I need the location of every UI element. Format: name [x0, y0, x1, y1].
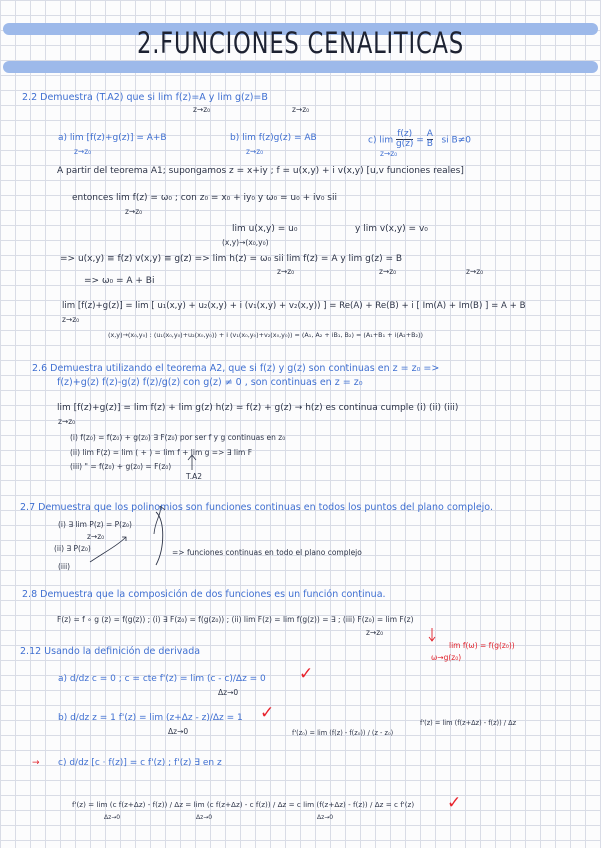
s27-iii: (iii) [58, 562, 71, 571]
s22-line-3a: lim u(x,y) = u₀ [232, 224, 298, 234]
s26-heading-2: f(z)+g(z) f(z)-g(z) f(z)/g(z) con g(z) ≠ 0 , son continuas en z = z₀ [57, 377, 363, 388]
s22-c-lim: c) lim [368, 135, 394, 146]
s28-red-note: lim f(ω) = f(g(z₀)) [449, 641, 515, 650]
s28-red-arrow [429, 628, 435, 641]
s212-final: f'(z) = lim (c f(z+Δz) - f(z)) / Δz = lim (c f(z+Δz) - c f(z)) / Δz = c lim (f(z+Δz) - f(z)) / Δz = c f'(z) [72, 800, 415, 809]
s22-cond-1: z→z₀ [193, 105, 211, 114]
s22-a: a) lim [f(z)+g(z)] = A+B [58, 133, 167, 143]
s22-line-6: lim [f(z)+g(z)] = lim [ u₁(x,y) + u₂(x,y) + i (v₁(x,y) + v₂(x,y)) ] = Re(A) + Re(B) + i [ Im(A) + Im(B) ] = A + B [62, 301, 526, 311]
s26-line-1-cond: z→z₀ [58, 417, 76, 426]
s26-iii: (iii) " = f(z₀) + g(z₀) = F(z₀) [70, 462, 172, 471]
page-title: 2.FUNCIONES CENALITICAS [137, 26, 464, 60]
s28-heading: 2.8 Demuestra que la composición de dos funciones es un función continua. [22, 589, 386, 600]
s22-line-6-cond: z→z₀ [62, 315, 80, 324]
s22-line-4-cond-1: z→z₀ [277, 267, 295, 276]
s212-final-cond-3: Δz→0 [317, 814, 334, 821]
s26-line-1: lim [f(z)+g(z)] = lim f(z) + lim g(z) h(z) = f(z) + g(z) → h(z) es continua cumple (i) (ii) (iii) [57, 403, 459, 413]
s212-b-def-1: f'(z₀) = lim (f(z) - f(z₀)) / (z - z₀) [292, 729, 394, 737]
s27-heading: 2.7 Demuestra que los polinomios son funciones continuas en todos los puntos del plano complejo. [20, 502, 493, 513]
s22-c: c) lim $\frac{f(z)}{g(z)}$ = $\frac{A}{B}$ si B≠0 [368, 129, 471, 150]
s27-curved-arrow [90, 537, 126, 562]
s212-c: c) d/dz [c · f(z)] = c f'(z) ; f'(z) ∃ en z [58, 758, 222, 768]
s22-line-4-cond-2: z→z₀ [379, 267, 397, 276]
s27-i-cond: z→z₀ [87, 532, 105, 541]
s28-line-1-cond: z→z₀ [366, 628, 384, 637]
s22-c-cond: z→z₀ [380, 149, 398, 158]
s26-i: (i) f(z₀) = f(z₀) + g(z₀) ∃ F(z₀) por ser f y g continuas en z₀ [70, 433, 286, 442]
check-icon: ✓ [260, 703, 275, 723]
s212-heading: 2.12 Usando la definición de derivada [20, 646, 201, 657]
s22-line-3c: (x,y)→(x₀,y₀) [222, 238, 269, 247]
s22-c-tail: si B≠0 [441, 135, 471, 146]
s22-b-cond: z→z₀ [246, 147, 264, 156]
s28-red-note-cond: ω→g(z₀) [431, 653, 462, 662]
check-icon: ✓ [447, 793, 462, 813]
s212-b-def-2: f'(z) = lim (f(z+Δz) - f(z)) / Δz [420, 719, 517, 727]
s22-c-fraction-f: $\frac{f(z)}{g(z)}$ [395, 129, 414, 150]
s28-line-1: F(z) = f ∘ g (z) = f(g(z)) ; (i) ∃ F(z₀) = f(g(z₀)) ; (ii) lim F(z) = lim f(g(z)) = ∃ ; (iii) F(z₀) = lim F(z) [57, 615, 414, 624]
s26-ii: (ii) lim F(z) = lim ( + ) = lim f + lim g => ∃ lim F [70, 448, 253, 457]
s27-brace [154, 506, 165, 534]
s22-line-3b: y lim v(x,y) = v₀ [355, 224, 428, 234]
s22-b: b) lim f(z)g(z) = AB [230, 133, 317, 143]
s212-a: a) d/dz c = 0 ; c = cte f'(z) = lim (c - c)/Δz = 0 [58, 674, 266, 684]
s26-heading: 2.6 Demuestra utilizando el teorema A2, que si f(z) y g(z) son continuas en z = z₀ => [32, 363, 440, 374]
s22-a-cond: z→z₀ [74, 147, 92, 156]
arrow-icon: → [32, 758, 40, 768]
s26-ta2: T.A2 [186, 472, 202, 481]
s22-line-4-cond-3: z→z₀ [466, 267, 484, 276]
s27-i: (i) ∃ lim P(z) = P(z₀) [58, 520, 132, 529]
s22-line-5: => ω₀ = A + Bi [84, 276, 155, 286]
s212-b-cond: Δz→0 [168, 727, 189, 736]
s212-final-cond-1: Δz→0 [104, 814, 121, 821]
s22-line-1: A partir del teorema A1; supongamos z = x+iy ; f = u(x,y) + i v(x,y) [u,v funciones reales] [57, 166, 464, 176]
s22-line-4: => u(x,y) ≡ f(z) v(x,y) ≡ g(z) => lim h(z) = ω₀ sii lim f(z) = A y lim g(z) = B [60, 254, 403, 264]
s212-a-cond: Δz→0 [218, 688, 239, 697]
s22-heading: 2.2 Demuestra (T.A2) que si lim f(z)=A y lim g(z)=B [22, 92, 268, 103]
check-icon: ✓ [299, 664, 314, 684]
s22-line-7: (x,y)→(x₀,y₀) : (u₁(x₀,y₀)+u₂(x₀,y₀)) + i (v₁(x₀,y₀)+v₂(x₀,y₀)) = (A₁, A₂ + iB₁, B₂) = (A₁+B₁ + i(A₂+B₂)) [108, 331, 424, 339]
s22-c-fraction-ab: $\frac{A}{B}$ [426, 129, 433, 150]
s212-final-cond-2: Δz→0 [196, 814, 213, 821]
s22-cond-2: z→z₀ [292, 105, 310, 114]
s22-line-2-cond: z→z₀ [125, 207, 143, 216]
s27-ii: (ii) ∃ P(z₀) [54, 544, 91, 553]
s27-conclusion: => funciones continuas en todo el plano complejo [172, 548, 362, 557]
s26-up-arrow [188, 455, 196, 470]
s212-b: b) d/dz z = 1 f'(z) = lim (z+Δz - z)/Δz = 1 [58, 713, 243, 723]
s22-line-2: entonces lim f(z) = ω₀ ; con z₀ = x₀ + iy₀ y ω₀ = u₀ + iv₀ sii [72, 193, 337, 203]
